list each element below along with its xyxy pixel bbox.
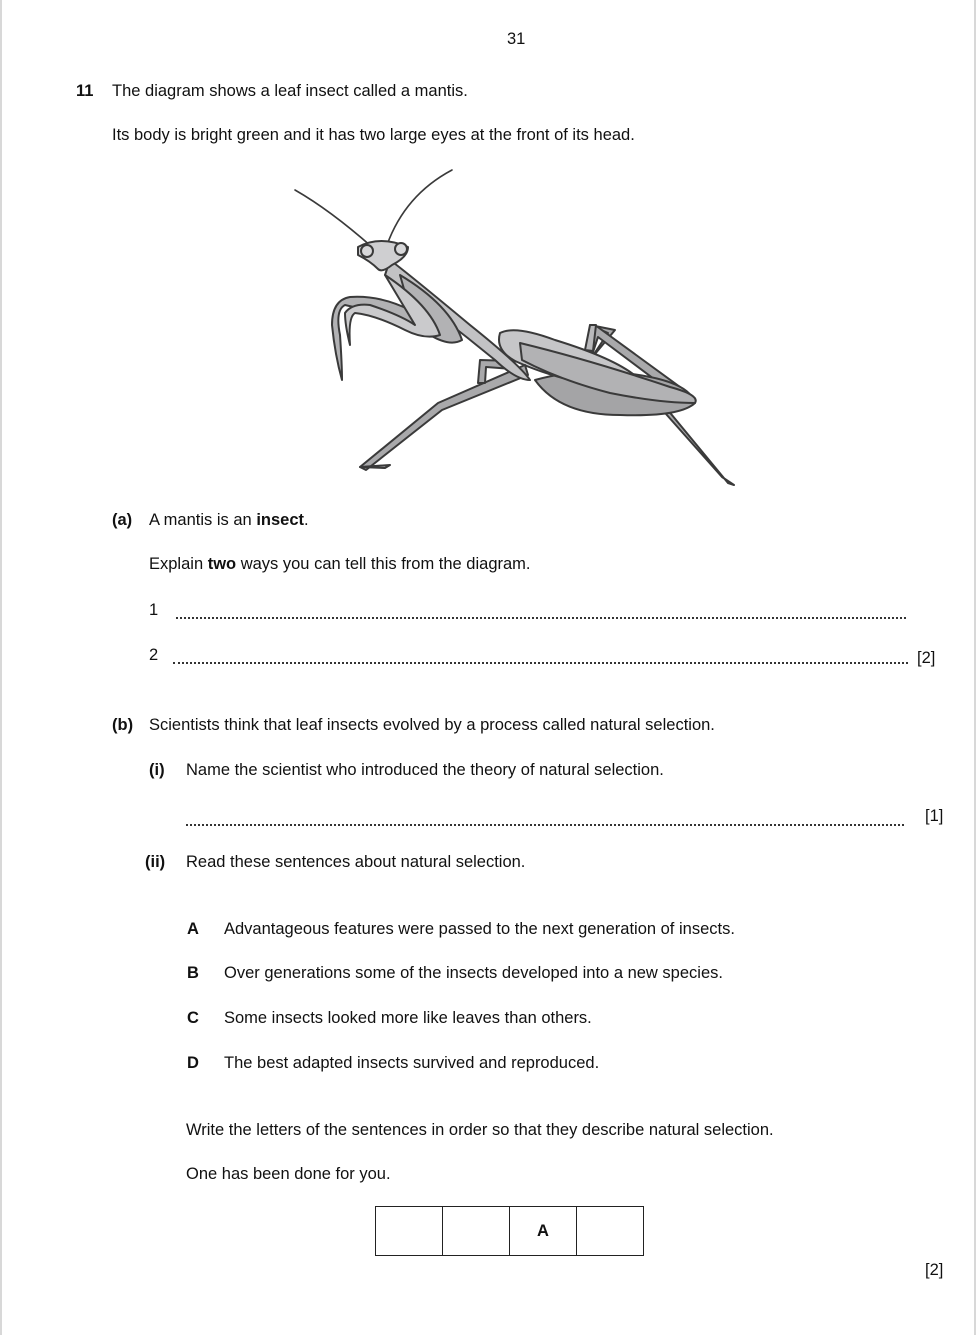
part-b-ii-label: (ii) (145, 853, 166, 871)
question-description: Its body is bright green and it has two large eyes at the front of its head. (112, 126, 635, 144)
question-intro: The diagram shows a leaf insect called a mantis. (112, 82, 468, 100)
part-b-ii-note: One has been done for you. (186, 1165, 391, 1183)
mantis-illustration (290, 165, 750, 495)
question-number: 11 (76, 82, 94, 100)
answer-line-1[interactable] (176, 617, 906, 619)
part-b-i-label: (i) (149, 761, 165, 779)
part-b-label: (b) (112, 716, 134, 734)
scientist-answer-line[interactable] (186, 824, 904, 826)
sentence-c-text: Some insects looked more like leaves than others. (224, 1009, 592, 1027)
answer-line-2[interactable] (173, 662, 908, 664)
part-b-intro: Scientists think that leaf insects evolved by a process called natural selection. (149, 716, 715, 734)
answer-line-1-label: 1 (149, 601, 159, 619)
order-answer-grid (375, 1206, 644, 1256)
order-box-1[interactable] (376, 1207, 443, 1255)
part-b-i-marks: [1] (925, 807, 944, 825)
order-box-3: A (510, 1207, 577, 1255)
part-a-marks: [2] (917, 649, 936, 667)
page-number: 31 (507, 30, 526, 48)
part-a-instruction: Explain two ways you can tell this from the diagram. (149, 555, 531, 573)
sentence-d-letter: D (187, 1054, 199, 1072)
part-b-ii-instruction: Write the letters of the sentences in order so that they describe natural selection. (186, 1121, 774, 1139)
sentence-a-letter: A (187, 920, 199, 938)
part-a-statement: A mantis is an insect. (149, 511, 309, 529)
part-a-label: (a) (112, 511, 133, 529)
answer-line-2-label: 2 (149, 646, 159, 664)
page-edge-left (0, 0, 2, 1335)
sentence-b-text: Over generations some of the insects developed into a new species. (224, 964, 723, 982)
part-b-ii-marks: [2] (925, 1261, 944, 1279)
order-box-4[interactable] (577, 1207, 643, 1255)
sentence-d-text: The best adapted insects survived and reproduced. (224, 1054, 600, 1072)
sentence-c-letter: C (187, 1009, 199, 1027)
part-b-ii-question: Read these sentences about natural selection. (186, 853, 526, 871)
order-box-2[interactable] (443, 1207, 510, 1255)
sentence-b-letter: B (187, 964, 199, 982)
sentence-a-text: Advantageous features were passed to the next generation of insects. (224, 920, 735, 938)
part-b-i-question: Name the scientist who introduced the theory of natural selection. (186, 761, 664, 779)
